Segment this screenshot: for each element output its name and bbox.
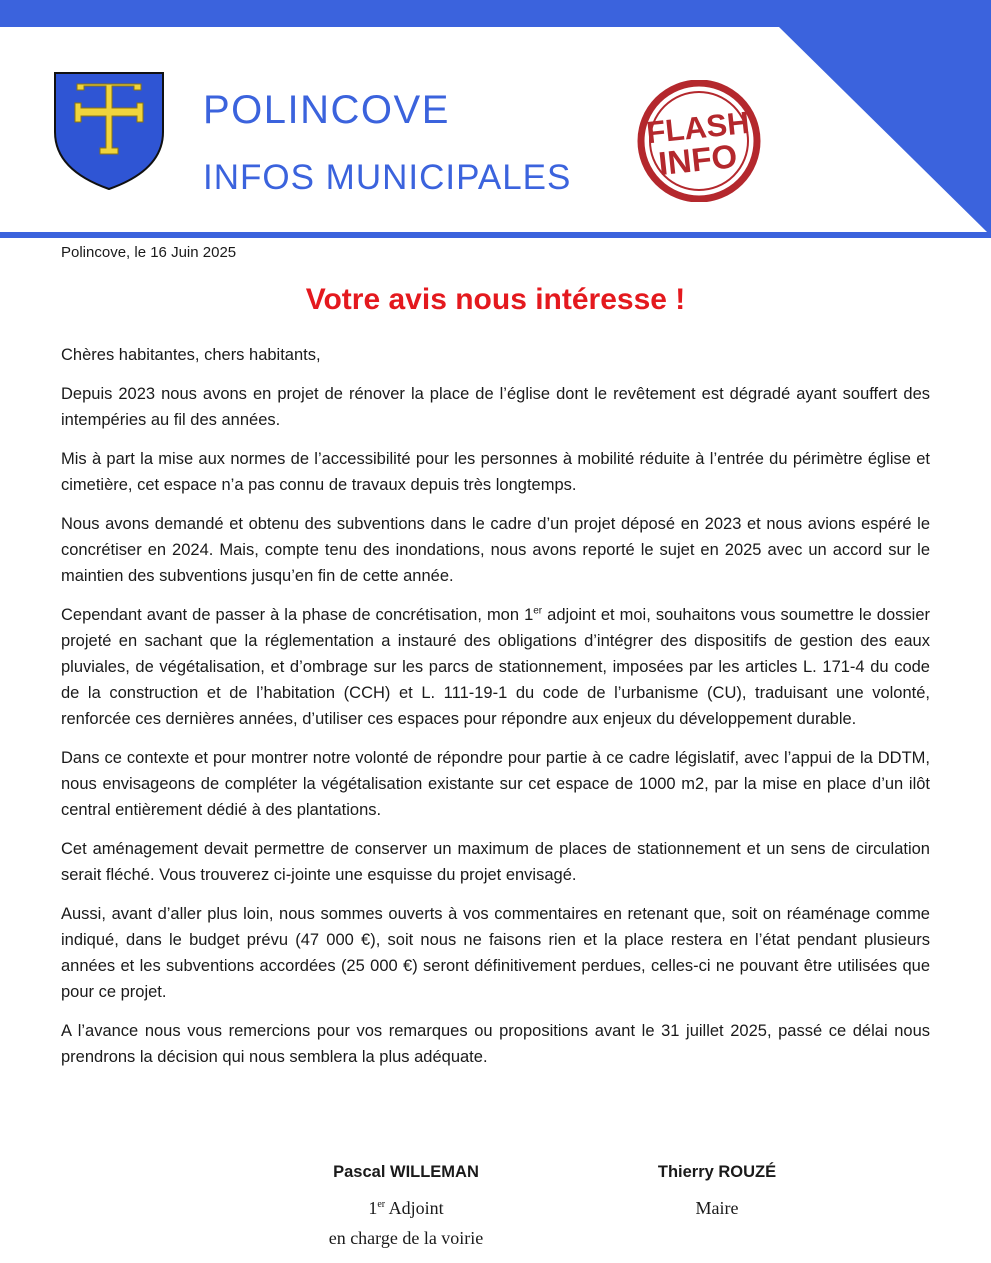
stamp-line1: FLASH bbox=[644, 104, 752, 151]
role-number: 1 bbox=[368, 1198, 378, 1218]
paragraph-6: Cet aménagement devait permettre de conserver un maximum de places de stationnement et un sens de circulation serait fléché. Vous trouverez ci-jointe une esquisse du projet envisagé. bbox=[61, 840, 930, 884]
letter-body bbox=[61, 342, 930, 1083]
signature-maire-name: Thierry ROUZÉ bbox=[657, 1163, 777, 1181]
paragraph-8: A l’avance nous vous remercions pour vos remarques ou propositions avant le 31 juillet 2025, passé ce délai nous prendrons la décision qui nous semblera la plus adéquate. bbox=[61, 1022, 930, 1066]
stamp-line2: INFO bbox=[656, 137, 739, 183]
coat-of-arms-icon bbox=[52, 70, 166, 192]
paragraph-1: Depuis 2023 nous avons en projet de rénover la place de l’église dont le revêtement est dégradé ayant souffert des intempéries au fil des années. bbox=[61, 385, 930, 429]
town-name: POLINCOVE bbox=[203, 88, 450, 132]
paragraph-3: Nous avons demandé et obtenu des subventions dans le cadre d’un projet déposé en 2023 et nous avions espéré le concrétiser en 2024. Mais, compte tenu des inondations, nous avons reporté le sujet en 2025 avec un accord sur le maintien des subventions jusqu’en fin de cette année. bbox=[61, 515, 930, 585]
role-title: Adjoint bbox=[385, 1198, 444, 1218]
signature-maire-role: Maire bbox=[695, 1198, 739, 1218]
paragraph-4 bbox=[61, 602, 930, 732]
signature-adjoint-role bbox=[290, 1193, 522, 1223]
signature-adjoint-name: Pascal WILLEMAN bbox=[333, 1163, 479, 1181]
signature-adjoint bbox=[290, 1160, 522, 1253]
paragraph-5: Dans ce contexte et pour montrer notre volonté de répondre pour partie à ce cadre législatif, avec l’appui de la DDTM, nous envisageons de compléter la végétalisation existante sur cet espace de 1000 m2, par la mise en place d’un ilôt central entièrement dédié à des plantations. bbox=[61, 749, 930, 819]
header-subtitle: INFOS MUNICIPALES bbox=[203, 158, 572, 197]
paragraph-2: Mis à part la mise aux normes de l’accessibilité pour les personnes à mobilité réduite à l’entrée du périmètre église et cimetière, cet espace n’a pas connu de travaux depuis très longtemps. bbox=[61, 450, 930, 494]
role-superscript: er bbox=[377, 1199, 386, 1210]
paragraph-4-superscript: er bbox=[533, 605, 543, 617]
flash-info-stamp bbox=[628, 80, 770, 202]
greeting: Chères habitantes, chers habitants, bbox=[61, 346, 321, 364]
paragraph-4-end: adjoint et moi, souhaitons vous soumettre le dossier projeté en sachant que la réglementation a instauré des obligations d’intégrer des dispositifs de gestion des eaux pluviales, de végétalisation, et d’ombrage sur les parcs de stationnement, imposées par les articles L. 171-4 du code de la construction et de l’habitation (CCH) et L. 111-19-1 du code de l’urbanisme (CU), traduisant une volonté, renforcée ces dernières années, d’utiliser ces espaces pour répondre aux enjeux du développement durable. bbox=[61, 606, 930, 728]
paragraph-7: Aussi, avant d’aller plus loin, nous sommes ouverts à vos commentaires en retenant que, soit on réaménage comme indiqué, dans le budget prévu (47 000 €), soit nous ne faisons rien et la place restera en l’état pendant plusieurs années et les subventions accordées (25 000 €) seront définitivement perdues, celles-ci ne pouvant être utilisées que pour ce projet. bbox=[61, 905, 930, 1001]
paragraph-4-start: Cependant avant de passer à la phase de concrétisation, mon 1 bbox=[61, 606, 534, 624]
letter-date: Polincove, le 16 Juin 2025 bbox=[61, 244, 237, 261]
signature-adjoint-role-detail: en charge de la voirie bbox=[328, 1228, 484, 1248]
headline: Votre avis nous intéresse ! bbox=[305, 283, 686, 316]
signature-maire bbox=[610, 1160, 824, 1223]
